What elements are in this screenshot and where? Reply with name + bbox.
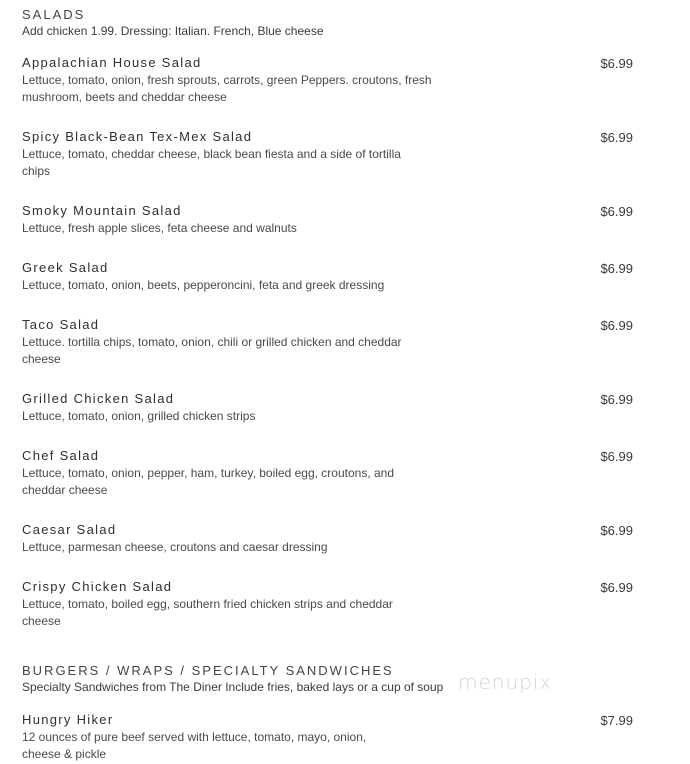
item-name: Caesar Salad xyxy=(22,522,117,537)
section-note: Specialty Sandwiches from The Diner Include fries, baked lays or a cup of soup xyxy=(22,680,444,694)
item-name: Appalachian House Salad xyxy=(22,55,202,70)
item-price: $6.99 xyxy=(600,580,633,595)
menu-item xyxy=(22,55,642,106)
section-title: SALADS xyxy=(22,7,86,22)
item-name: Greek Salad xyxy=(22,260,109,275)
item-price: $6.99 xyxy=(600,56,633,71)
section-title: BURGERS / WRAPS / SPECIALTY SANDWICHES xyxy=(22,663,394,678)
menu-item xyxy=(22,260,642,294)
menu-item xyxy=(22,129,642,180)
item-name: Smoky Mountain Salad xyxy=(22,203,182,218)
item-name: Spicy Black-Bean Tex-Mex Salad xyxy=(22,129,253,144)
item-description: Lettuce. tortilla chips, tomato, onion, chili or grilled chicken and cheddar cheese xyxy=(22,335,402,366)
item-price: $6.99 xyxy=(600,261,633,276)
menu-item xyxy=(22,579,642,630)
item-name: Chef Salad xyxy=(22,448,100,463)
menu-item xyxy=(22,448,642,499)
item-price: $6.99 xyxy=(600,392,633,407)
item-description: Lettuce, fresh apple slices, feta cheese and walnuts xyxy=(22,221,297,235)
item-name: Taco Salad xyxy=(22,317,100,332)
item-description: Lettuce, tomato, onion, fresh sprouts, carrots, green Peppers. croutons, fresh mushroom, beets and cheddar cheese xyxy=(22,73,432,104)
item-description: Lettuce, tomato, onion, pepper, ham, turkey, boiled egg, croutons, and cheddar cheese xyxy=(22,466,395,497)
item-price: $6.99 xyxy=(600,523,633,538)
item-price: $6.99 xyxy=(600,204,633,219)
item-price: $6.99 xyxy=(600,318,633,333)
menu-item xyxy=(22,317,642,368)
item-price: $6.99 xyxy=(600,449,633,464)
item-price: $6.99 xyxy=(600,130,633,145)
item-description: Lettuce, parmesan cheese, croutons and caesar dressing xyxy=(22,540,328,554)
item-name: Crispy Chicken Salad xyxy=(22,579,173,594)
item-price: $7.99 xyxy=(600,713,633,728)
item-description: Lettuce, tomato, onion, beets, pepperoncini, feta and greek dressing xyxy=(22,278,385,292)
item-name: Grilled Chicken Salad xyxy=(22,391,175,406)
item-description: Lettuce, tomato, boiled egg, southern fried chicken strips and cheddar cheese xyxy=(22,597,393,628)
salads-header xyxy=(22,7,642,39)
item-description: Lettuce, tomato, cheddar cheese, black bean fiesta and a side of tortilla chips xyxy=(22,147,401,178)
menu-item xyxy=(22,203,642,237)
watermark-logo: menupix xyxy=(458,670,553,694)
item-name: Hungry Hiker xyxy=(22,712,114,727)
menu-item xyxy=(22,522,642,556)
menu-item xyxy=(22,391,642,425)
section-note: Add chicken 1.99. Dressing: Italian. French, Blue cheese xyxy=(22,24,324,38)
item-description: 12 ounces of pure beef served with lettuce, tomato, mayo, onion, cheese & pickle xyxy=(22,730,367,761)
item-description: Lettuce, tomato, onion, grilled chicken strips xyxy=(22,409,256,423)
menu-item xyxy=(22,712,642,763)
